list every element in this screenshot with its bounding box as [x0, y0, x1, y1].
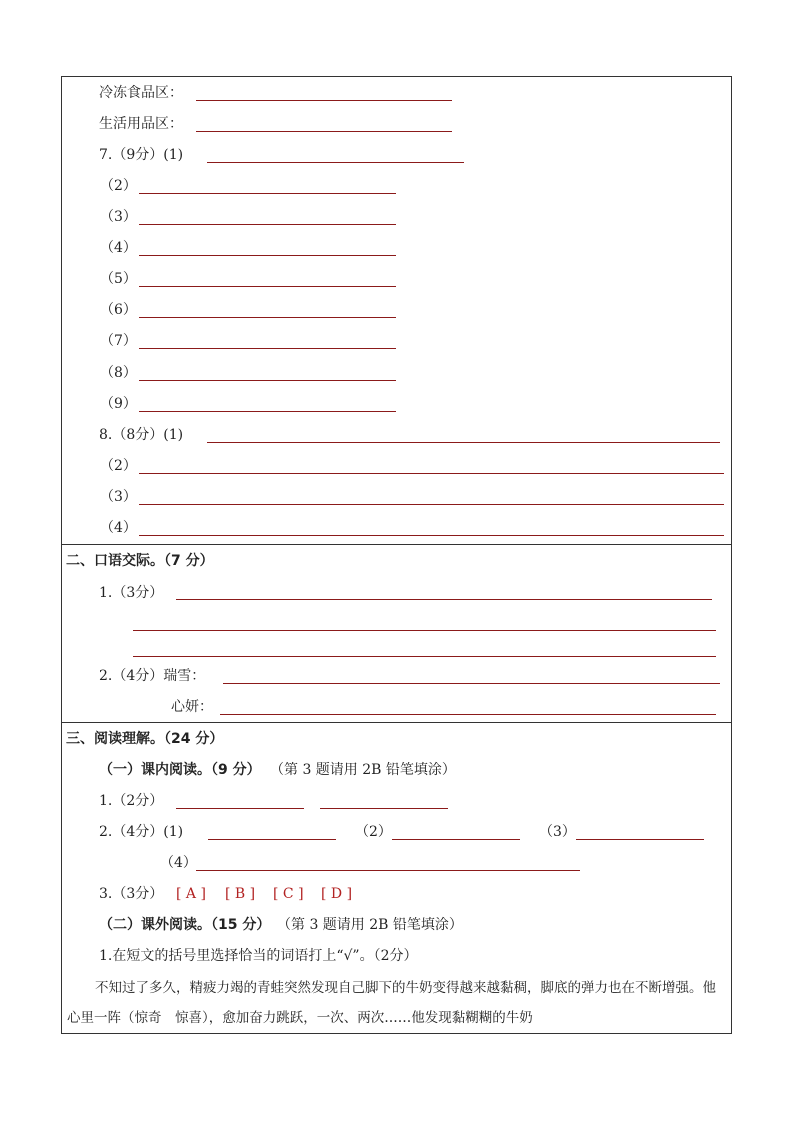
q7-4-answer-line[interactable]: [139, 255, 396, 256]
q7-sub-label: （7）: [100, 333, 137, 349]
option-b-bubble[interactable]: [ B ]: [225, 886, 256, 902]
q7-sub-label: （6）: [100, 302, 137, 318]
option-c-bubble[interactable]: [ C ]: [273, 886, 304, 902]
s3-q2-2-label: （2）: [355, 824, 392, 840]
s3-q2-1-answer-line[interactable]: [208, 839, 336, 840]
section2-title: 二、口语交际。（7 分）: [66, 553, 214, 569]
daily-goods-answer-line[interactable]: [196, 131, 452, 132]
q8-2-answer-line[interactable]: [139, 473, 724, 474]
frozen-food-answer-line[interactable]: [196, 100, 452, 101]
s2-q1-answer-line-2[interactable]: [133, 630, 716, 631]
q7-sub-label: （4）: [100, 240, 137, 256]
q7-9-answer-line[interactable]: [139, 411, 396, 412]
section-divider-3: [61, 722, 732, 723]
q7-sub-label: （2）: [100, 178, 137, 194]
s3-q2-3-answer-line[interactable]: [576, 839, 704, 840]
s2-q1-label: 1.（3分）: [99, 585, 164, 601]
s3-q1-answer-line-2[interactable]: [320, 808, 448, 809]
s3-q1-answer-line-1[interactable]: [176, 808, 304, 809]
q7-sub-label: （9）: [100, 396, 137, 412]
q7-5-answer-line[interactable]: [139, 286, 396, 287]
s3-sub2-title: （二）课外阅读。（15 分）: [99, 917, 271, 933]
reading-passage: 不知过了多久，精疲力竭的青蛙突然发现自己脚下的牛奶变得越来越黏稠，脚底的弹力也在不断增强。他心里一阵（惊奇 惊喜），愈加奋力跳跃，一次、两次……他发现黏糊糊的牛奶: [67, 980, 716, 1026]
s3-q2-3-label: （3）: [539, 824, 576, 840]
q7-label: 7.（9分）(1): [99, 147, 184, 163]
q7-2-answer-line[interactable]: [139, 193, 396, 194]
frozen-food-label: 冷冻食品区：: [99, 85, 183, 101]
s3-q2-4-label: （4）: [160, 855, 197, 871]
s2-q2-xinyan-label: 心妍：: [171, 699, 213, 715]
q7-8-answer-line[interactable]: [139, 380, 396, 381]
q7-1-answer-line[interactable]: [207, 162, 464, 163]
q7-3-answer-line[interactable]: [139, 224, 396, 225]
option-d-bubble[interactable]: [ D ]: [321, 886, 353, 902]
s3-sub2-note: （第 3 题请用 2B 铅笔填涂）: [277, 917, 463, 933]
s2-q1-answer-line-1[interactable]: [176, 599, 712, 600]
s3-q2-2-answer-line[interactable]: [392, 839, 520, 840]
q8-sub-label: （2）: [100, 458, 137, 474]
s3-sub1-title: （一）课内阅读。（9 分）: [99, 762, 261, 778]
s2-q2-xinyan-answer-line[interactable]: [220, 714, 716, 715]
daily-goods-label: 生活用品区：: [99, 116, 183, 132]
q7-sub-label: （3）: [100, 209, 137, 225]
section-divider-2: [61, 544, 732, 545]
q7-sub-label: （8）: [100, 365, 137, 381]
q8-4-answer-line[interactable]: [139, 535, 724, 536]
section3-title: 三、阅读理解。（24 分）: [66, 731, 224, 747]
q7-6-answer-line[interactable]: [139, 317, 396, 318]
q8-3-answer-line[interactable]: [139, 504, 724, 505]
s3-sub2-q1-text: 1.在短文的括号里选择恰当的词语打上“√”。（2分）: [99, 948, 418, 964]
s2-q1-answer-line-3[interactable]: [133, 656, 716, 657]
s3-q3-label: 3.（3分）: [99, 886, 164, 902]
q8-sub-label: （4）: [100, 520, 137, 536]
q8-1-answer-line[interactable]: [207, 442, 720, 443]
s2-q2-label: 2.（4分）瑞雪：: [99, 668, 206, 684]
s3-q1-label: 1.（2分）: [99, 793, 164, 809]
s2-q2-ruixue-answer-line[interactable]: [223, 683, 720, 684]
q8-sub-label: （3）: [100, 489, 137, 505]
option-a-bubble[interactable]: [ A ]: [176, 886, 206, 902]
s3-sub1-note: （第 3 题请用 2B 铅笔填涂）: [270, 762, 456, 778]
q7-sub-label: （5）: [100, 271, 137, 287]
s3-q2-label: 2.（4分）(1): [99, 824, 184, 840]
q8-label: 8.（8分）(1): [99, 427, 184, 443]
q7-7-answer-line[interactable]: [139, 348, 396, 349]
s3-q2-4-answer-line[interactable]: [196, 870, 580, 871]
